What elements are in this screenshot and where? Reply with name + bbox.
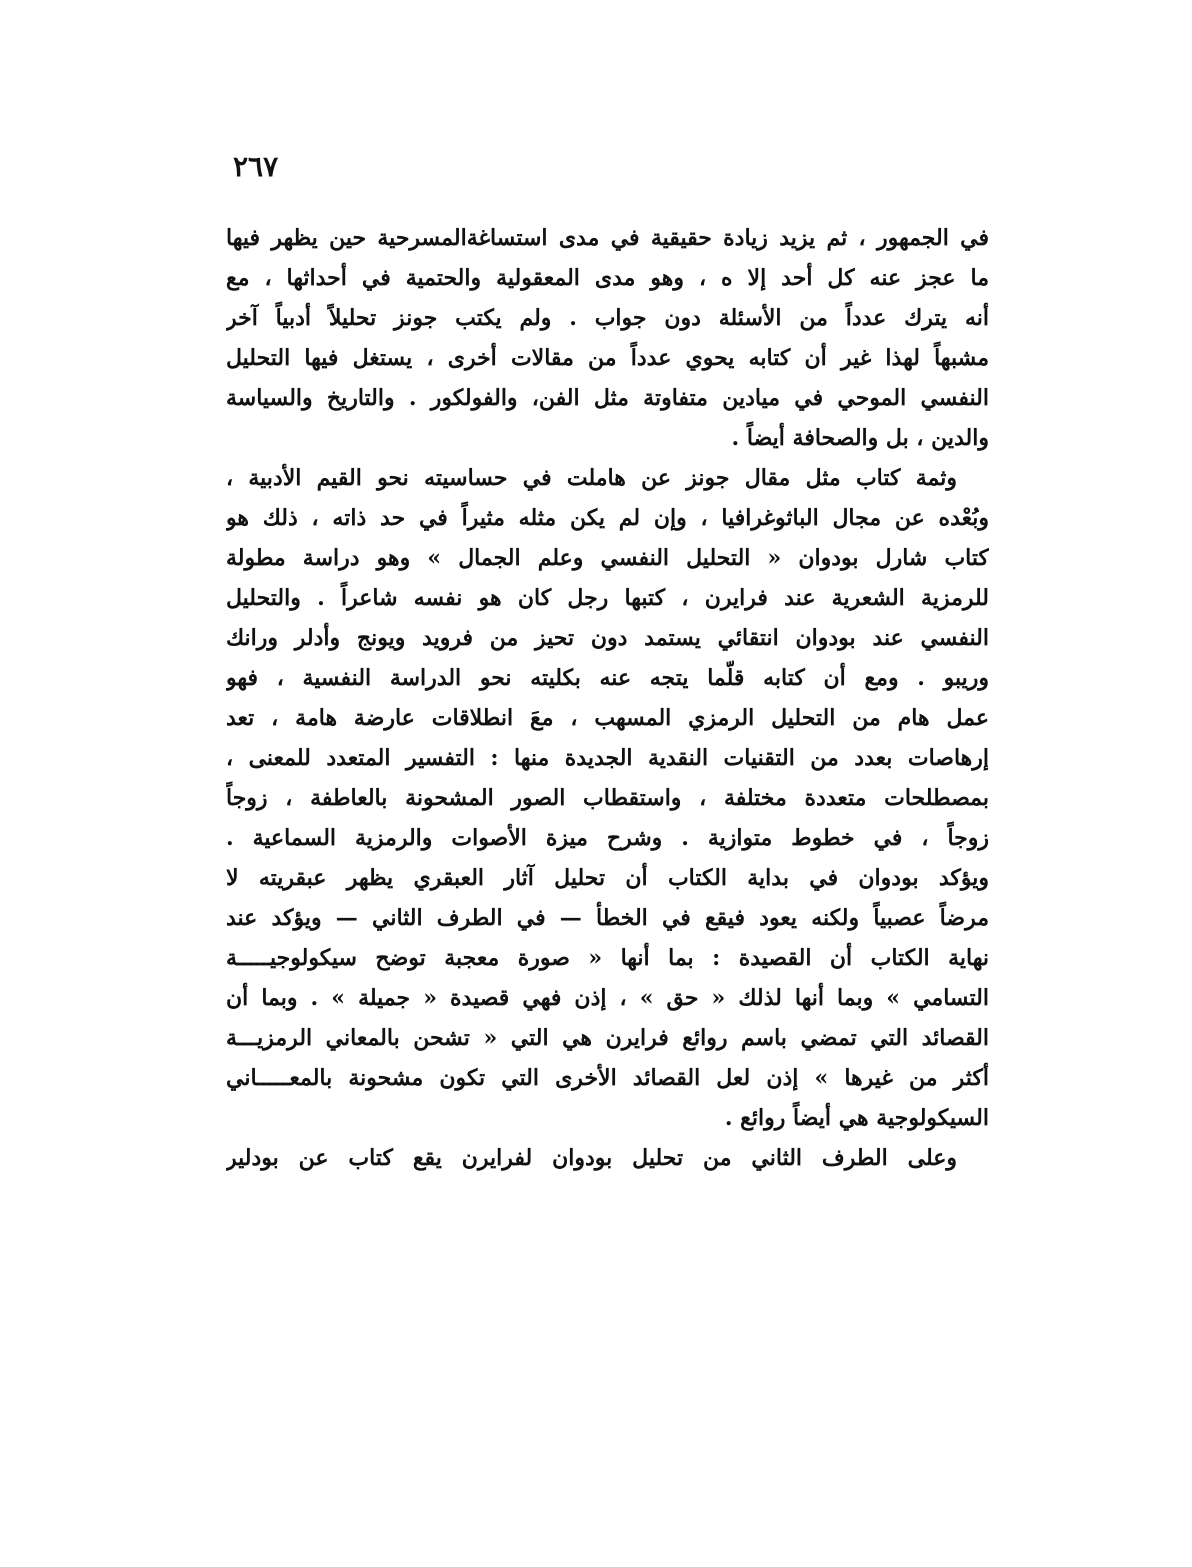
body-text xyxy=(226,218,989,1178)
text-line: وعلى الطرف الثاني من تحليل بودوان لفرايرن يقع كتاب عن بودلير xyxy=(226,1145,957,1171)
text-line: النفسي عند بودوان انتقائي يستمد دون تحيز من فرويد ويونج وأدلر ورانك xyxy=(226,625,989,651)
text-line: كتاب شارل بودوان « التحليل النفسي وعلم الجمال » وهو دراسة مطولة xyxy=(226,545,989,571)
text-line: بمصطلحات متعددة مختلفة ، واستقطاب الصور المشحونة بالعاطفة ، زوجاً xyxy=(226,785,989,811)
text-line: والدين ، بل والصحافة أيضاً . xyxy=(731,425,989,451)
text-line: ما عجز عنه كل أحد إلا ه ، وهو مدى المعقولية والحتمية في أحداثها ، مع xyxy=(226,265,989,291)
text-line: مرضاً عصبياً ولكنه يعود فيقع في الخطأ — في الطرف الثاني — ويؤكد عند xyxy=(226,905,989,931)
text-line: وبُعْده عن مجال الباثوغرافيا ، وإن لم يكن مثله مثيراً في حد ذاته ، ذلك هو xyxy=(226,505,989,531)
text-line: نهاية الكتاب أن القصيدة : بما أنها « صورة معجبة توضح سيكولوجيـــــة xyxy=(226,945,989,971)
text-line: للرمزية الشعرية عند فرايرن ، كتبها رجل كان هو نفسه شاعراً . والتحليل xyxy=(226,585,989,611)
text-line: أكثر من غيرها » إذن لعل القصائد الأخرى التي تكون مشحونة بالمعـــــاني xyxy=(226,1065,989,1091)
text-line: في الجمهور ، ثم يزيد زيادة حقيقية في مدى استساغةالمسرحية حين يظهر فيها xyxy=(226,225,989,251)
text-line: وثمة كتاب مثل مقال جونز عن هاملت في حساسيته نحو القيم الأدبية ، xyxy=(226,465,957,491)
text-line: النفسي الموحي في ميادين متفاوتة مثل الفن، والفولكور . والتاريخ والسياسة xyxy=(226,385,989,411)
text-line: التسامي » وبما أنها لذلك « حق » ، إذن فهي قصيدة « جميلة » . وبما أن xyxy=(226,985,989,1011)
page-number: ٢٦٧ xyxy=(233,150,279,183)
text-line: السيكولوجية هي أيضاً روائع . xyxy=(724,1105,989,1131)
text-line: زوجاً ، في خطوط متوازية . وشرح ميزة الأصوات والرمزية السماعية . xyxy=(226,825,989,851)
text-line: مشبهاً لهذا غير أن كتابه يحوي عدداً من مقالات أخرى ، يستغل فيها التحليل xyxy=(226,345,989,371)
text-line: وريبو . ومع أن كتابه قلّما يتجه عنه بكليته نحو الدراسة النفسية ، فهو xyxy=(226,665,989,691)
text-line: أنه يترك عدداً من الأسئلة دون جواب . ولم يكتب جونز تحليلاً أدبياً آخر xyxy=(226,305,989,331)
text-line: ويؤكد بودوان في بداية الكتاب أن تحليل آثار العبقري يظهر عبقريته لا xyxy=(226,865,989,891)
text-line: إرهاصات بعدد من التقنيات النقدية الجديدة منها : التفسير المتعدد للمعنى ، xyxy=(226,745,989,771)
text-line: القصائد التي تمضي باسم روائع فرايرن هي التي « تشحن بالمعاني الرمزيـــة xyxy=(226,1025,989,1051)
text-line: عمل هام من التحليل الرمزي المسهب ، معَ انطلاقات عارضة هامة ، تعد xyxy=(226,705,989,731)
